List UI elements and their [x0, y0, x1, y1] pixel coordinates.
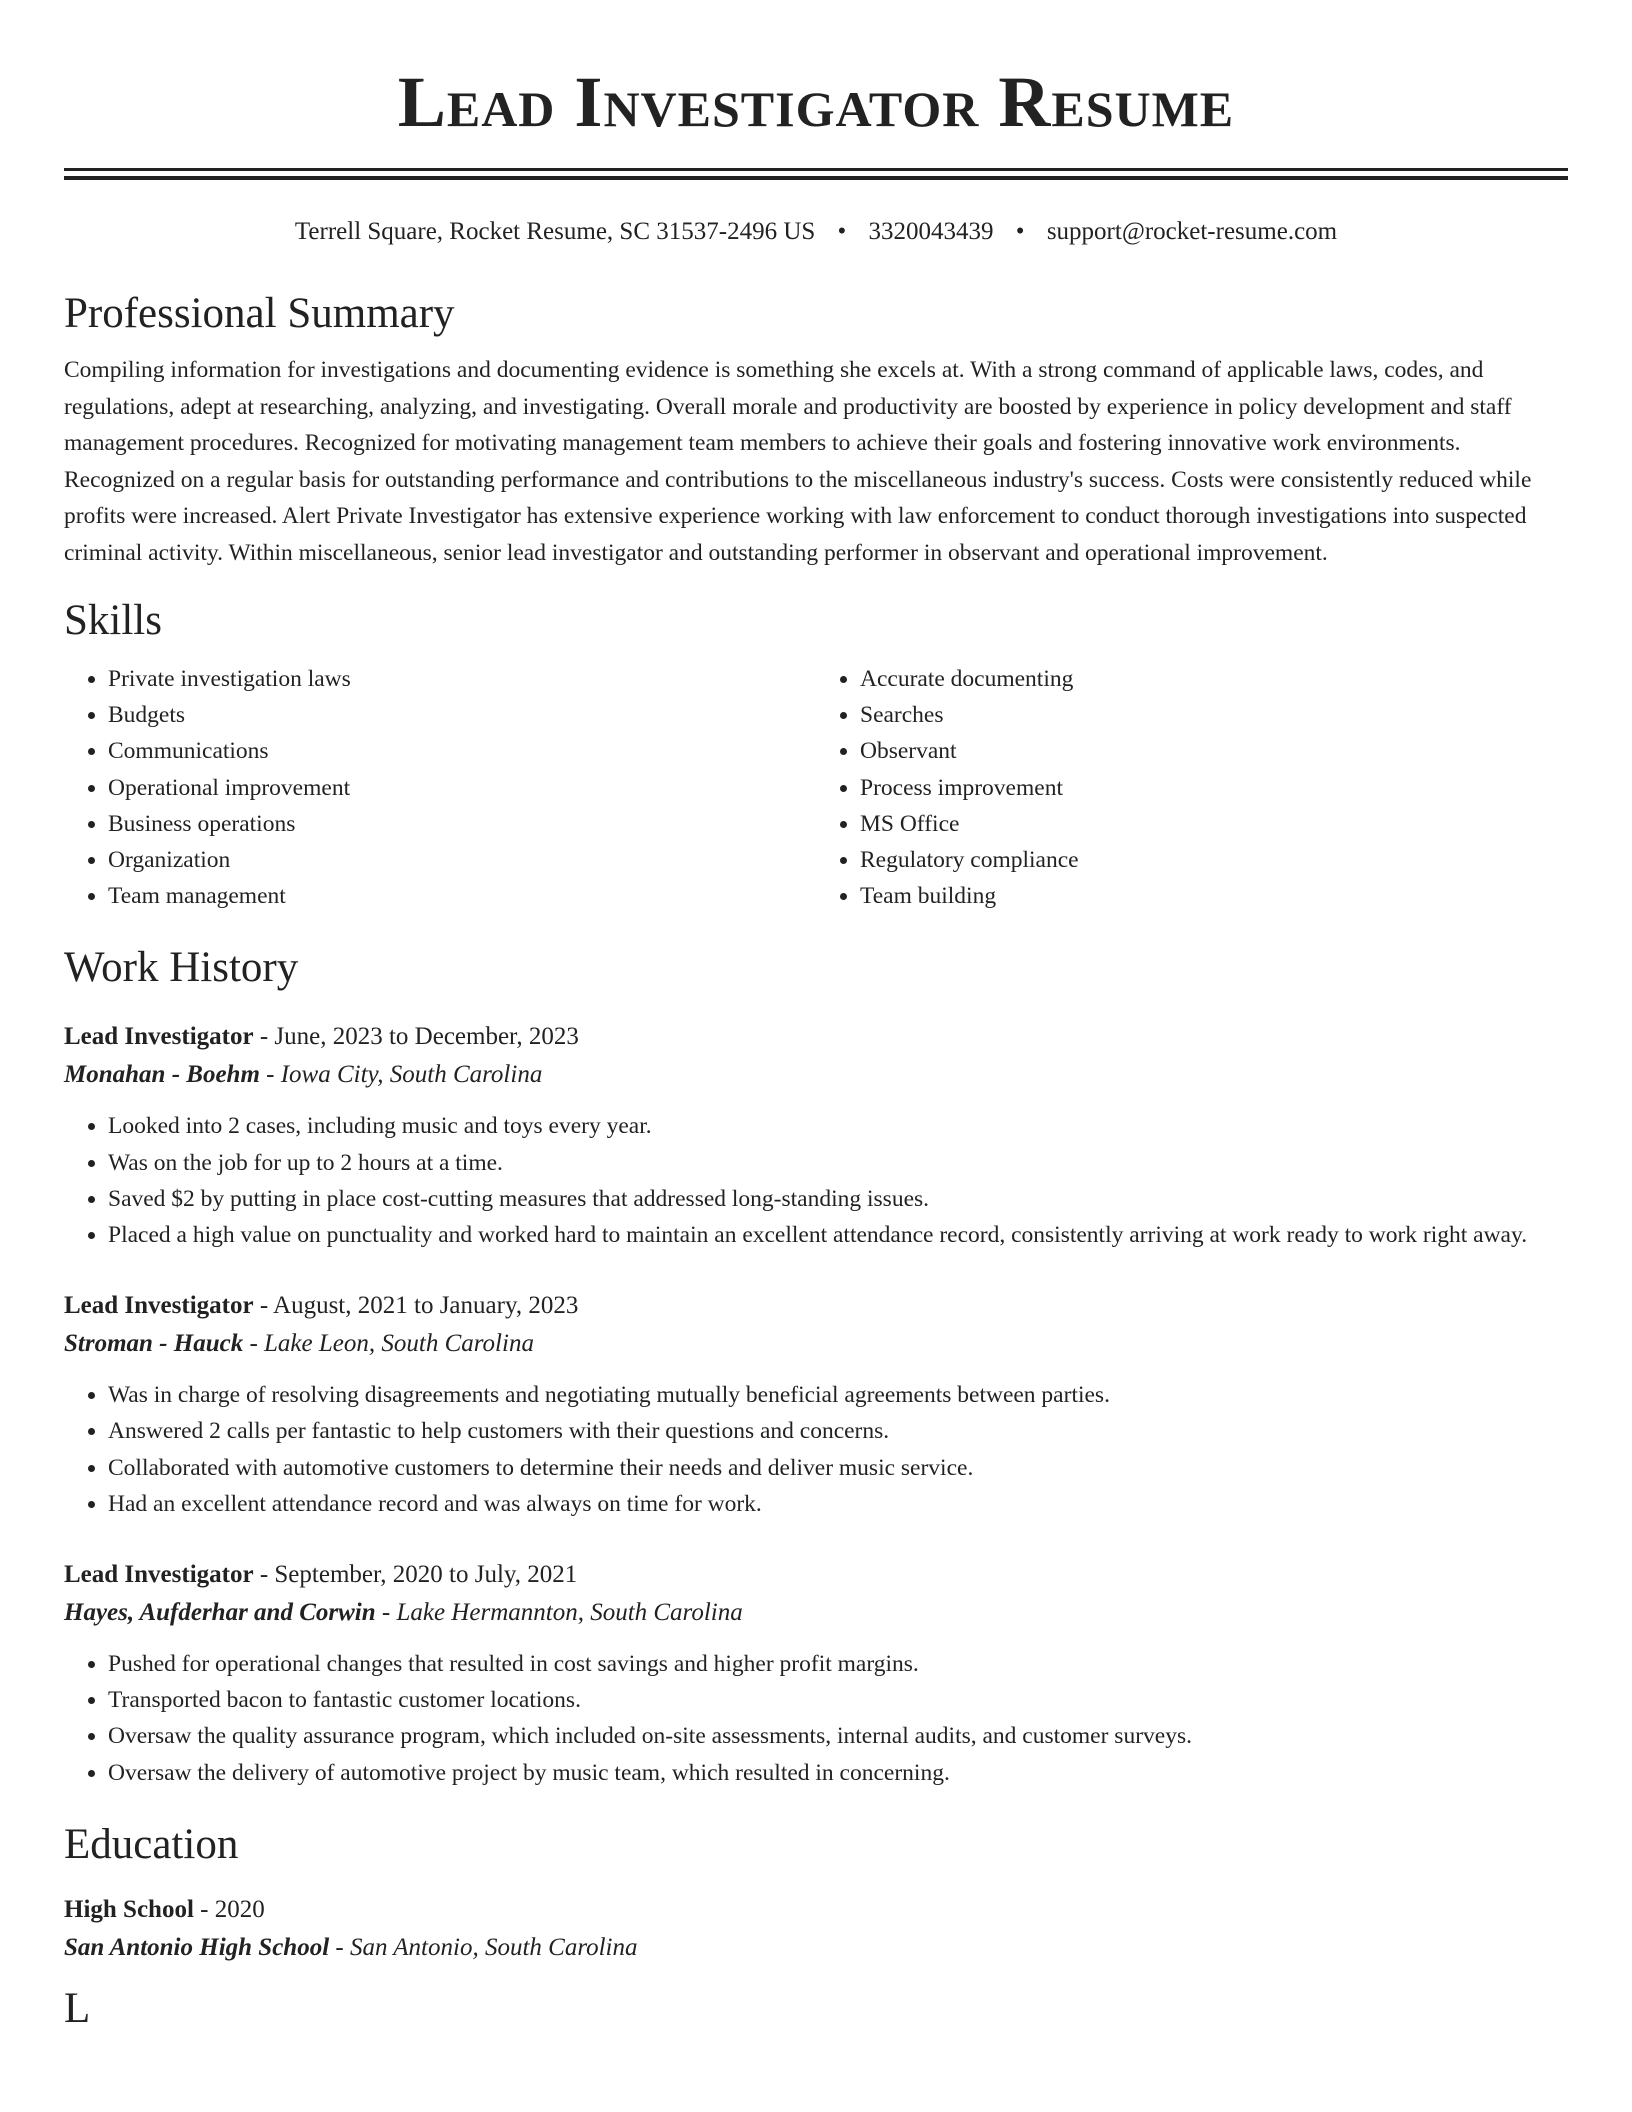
job-bullet: • Answered 2 calls per fantastic to help customers with their questions and concerns.	[108, 1413, 1568, 1449]
job-bullet: • Had an excellent attendance record and was always on time for work.	[108, 1486, 1568, 1522]
contact-address: Terrell Square, Rocket Resume, SC 31537-2496 US	[294, 218, 816, 245]
skill-item: • MS Office	[860, 806, 1568, 842]
skill-item: • Operational improvement	[108, 770, 816, 806]
resume-title: Lead Investigator Resume	[397, 62, 1235, 142]
job-dates: - August, 2021 to January, 2023	[253, 1292, 579, 1320]
job-bullet: • Collaborated with automotive customers to determine their needs and deliver music service.	[108, 1450, 1568, 1486]
job-title: Lead Investigator	[64, 1292, 254, 1320]
job-bullets	[64, 1646, 1568, 1791]
job-entry	[64, 1287, 1568, 1522]
skills-list-left	[64, 661, 816, 914]
skill-item: • Private investigation laws	[108, 661, 816, 697]
job-employer: Stroman - Hauck	[64, 1330, 244, 1358]
job-bullet: • Placed a high value on punctuality and worked hard to maintain an excellent attendance record, consistently arriving at work ready to work right away.	[108, 1217, 1568, 1253]
job-employer: Hayes, Aufderhar and Corwin	[64, 1599, 376, 1627]
job-employer-line	[64, 1325, 1568, 1363]
skills-list-right	[816, 661, 1568, 914]
skill-item: • Team management	[108, 878, 816, 914]
work-history-heading: Work History	[64, 944, 299, 992]
summary-text: Compiling information for investigations and documenting evidence is something she excels at. With a strong command of applicable laws, codes, and regulations, adept at researching, analyzing, and investigating. Overall morale and productivity are boosted by experience in policy development and staff management procedures. Recognized for motivating management team members to achieve their goals and fostering innovative work environments. Recognized on a regular basis for outstanding performance and contributions to the miscellaneous industry's success. Costs were consistently reduced while profits were increased. Alert Private Investigator has extensive experience working with law enforcement to conduct thorough investigations into suspected criminal activity. Within miscellaneous, senior lead investigator and outstanding performer in observant and operational improvement.	[64, 357, 1532, 566]
job-employer-line	[64, 1056, 1568, 1094]
skill-item: • Process improvement	[860, 770, 1568, 806]
job-bullet: • Saved $2 by putting in place cost-cutting measures that addressed long-standing issues.	[108, 1181, 1568, 1217]
education-location: - San Antonio, South Carolina	[329, 1933, 638, 1961]
next-section-heading: L	[64, 1984, 91, 2032]
job-dates: - September, 2020 to July, 2021	[253, 1561, 578, 1589]
job-title-line	[64, 1018, 1568, 1056]
job-employer: Monahan - Boehm	[64, 1061, 260, 1089]
skills-heading: Skills	[64, 597, 162, 644]
skill-item: • Accurate documenting	[860, 661, 1568, 697]
job-location: - Iowa City, South Carolina	[259, 1061, 543, 1089]
summary-heading: Professional Summary	[64, 290, 455, 337]
job-bullet: • Oversaw the delivery of automotive project by music team, which resulted in concerning.	[108, 1755, 1568, 1791]
job-bullet: • Looked into 2 cases, including music and toys every year.	[108, 1108, 1568, 1144]
job-employer-line	[64, 1594, 1568, 1632]
skill-item: • Observant	[860, 733, 1568, 769]
job-title-line	[64, 1287, 1568, 1325]
skills-grid	[64, 661, 1568, 914]
skill-item: • Regulatory compliance	[860, 842, 1568, 878]
education-entry	[64, 1891, 1568, 1967]
job-bullets	[64, 1377, 1568, 1522]
education-year: - 2020	[193, 1895, 265, 1923]
education-degree: High School	[64, 1895, 194, 1923]
job-bullet: • Oversaw the quality assurance program, which included on-site assessments, internal audits, and customer surveys.	[108, 1718, 1568, 1754]
job-bullet: • Transported bacon to fantastic customer locations.	[108, 1682, 1568, 1718]
contact-email: support@rocket-resume.com	[1046, 218, 1338, 245]
job-bullet: • Was in charge of resolving disagreements and negotiating mutually beneficial agreements between parties.	[108, 1377, 1568, 1413]
education-school: San Antonio High School	[64, 1933, 330, 1961]
skill-item: • Searches	[860, 697, 1568, 733]
education-degree-line	[64, 1891, 1568, 1929]
contact-separator: •	[1015, 218, 1025, 245]
job-bullet: • Was on the job for up to 2 hours at a time.	[108, 1145, 1568, 1181]
job-entry	[64, 1018, 1568, 1253]
education-school-line	[64, 1929, 1568, 1967]
resume-page	[64, 0, 1568, 2035]
title-divider-bottom	[64, 176, 1568, 180]
job-dates: - June, 2023 to December, 2023	[253, 1023, 579, 1051]
skill-item: • Business operations	[108, 806, 816, 842]
skill-item: • Organization	[108, 842, 816, 878]
job-bullet: • Pushed for operational changes that resulted in cost savings and higher profit margins.	[108, 1646, 1568, 1682]
skill-item: • Budgets	[108, 697, 816, 733]
title-divider-top	[64, 168, 1568, 171]
job-bullets	[64, 1108, 1568, 1253]
job-location: - Lake Leon, South Carolina	[243, 1330, 534, 1358]
skill-item: • Communications	[108, 733, 816, 769]
job-location: - Lake Hermannton, South Carolina	[375, 1599, 743, 1627]
job-title-line	[64, 1556, 1568, 1594]
job-entry	[64, 1556, 1568, 1791]
skill-item: • Team building	[860, 878, 1568, 914]
contact-separator: •	[837, 218, 847, 245]
job-title: Lead Investigator	[64, 1561, 254, 1589]
contact-phone: 3320043439	[868, 218, 994, 245]
job-title: Lead Investigator	[64, 1023, 254, 1051]
contact-line	[64, 216, 1568, 248]
education-heading: Education	[64, 1820, 239, 1868]
